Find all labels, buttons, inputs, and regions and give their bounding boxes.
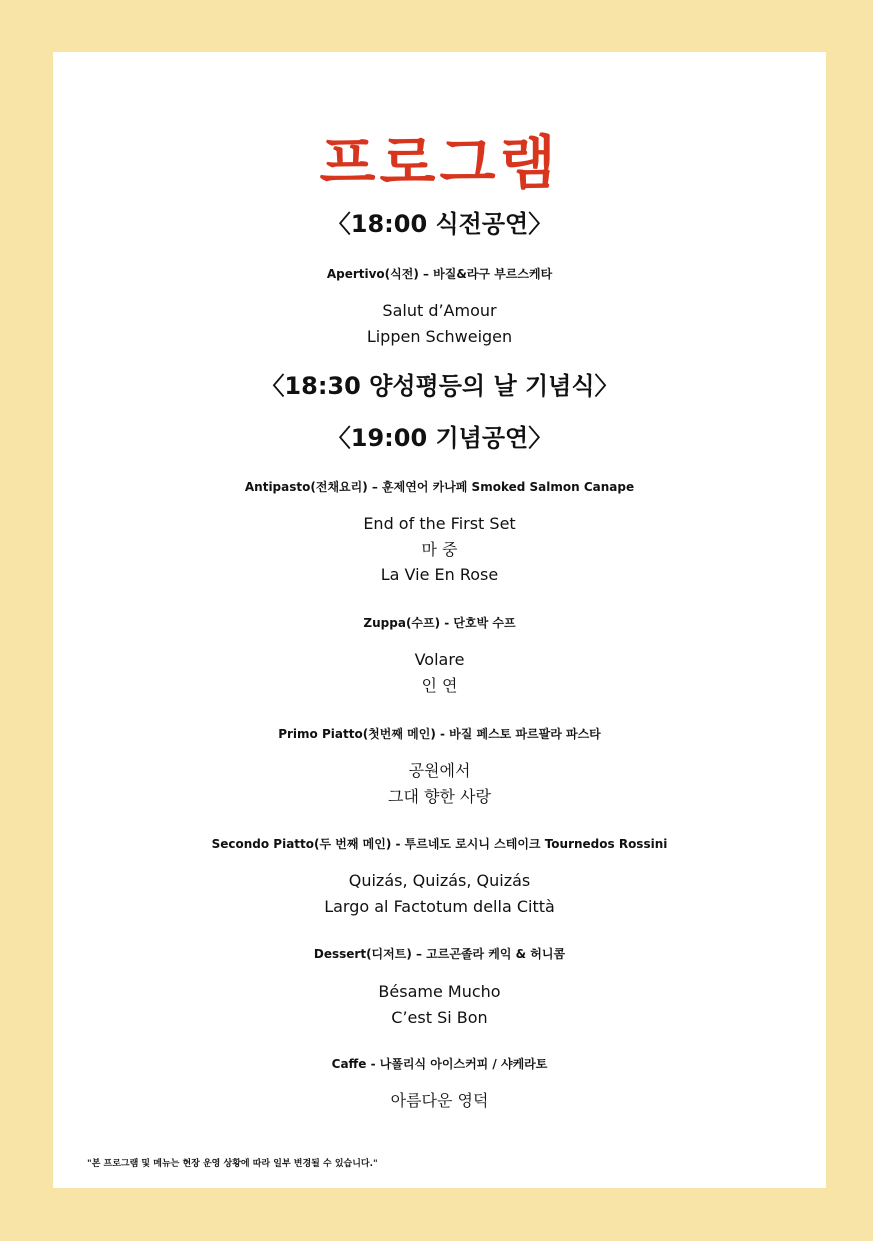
course-secondo-piatto: Secondo Piatto(두 번째 메인) - 투르네도 로시니 스테이크 Tournedos Rossini xyxy=(211,837,668,851)
song-item: End of the First Set xyxy=(363,514,516,533)
page-title: 프로그램 xyxy=(319,129,560,197)
song-item: Volare xyxy=(414,650,465,669)
song-item: Salut d’Amour xyxy=(382,301,497,320)
course-caffe: Caffe - 나폴리식 아이스커피 / 샤케라토 xyxy=(331,1057,548,1071)
song-item: Lippen Schweigen xyxy=(366,326,513,346)
song-item: 마 중 xyxy=(421,539,458,559)
song-item: Bésame Mucho xyxy=(378,982,501,1001)
song-item: La Vie En Rose xyxy=(380,565,499,584)
footnote: "본 프로그램 및 메뉴는 현장 운영 상황에 따라 일부 변경될 수 있습니다." xyxy=(87,1159,378,1169)
course-apertivo: Apertivo(식전) – 바질&라구 부르스케타 xyxy=(326,267,553,281)
section-heading-ceremony: 〈18:30 양성평등의 날 기념식〉 xyxy=(260,372,619,400)
program-sheet xyxy=(53,52,826,1188)
course-primo-piatto: Primo Piatto(첫번째 메인) - 바질 페스토 파르팔라 파스타 xyxy=(278,727,601,741)
song-list-secondo-piatto xyxy=(53,868,826,919)
section-heading-commemorative-performance: 〈19:00 기념공연〉 xyxy=(326,424,553,452)
song-item: Largo al Factotum della Città xyxy=(324,896,555,916)
song-list-caffe xyxy=(53,1088,826,1114)
course-dessert: Dessert(디저트) – 고르곤졸라 케익 & 허니콤 xyxy=(313,947,566,961)
song-item: 공원에서 xyxy=(408,761,471,780)
song-item: C’est Si Bon xyxy=(391,1007,488,1027)
song-list-primo-piatto xyxy=(53,758,826,809)
song-item: 인 연 xyxy=(421,675,458,695)
course-zuppa: Zuppa(수프) - 단호박 수프 xyxy=(363,616,516,630)
course-antipasto: Antipasto(전채요리) – 훈제연어 카나페 Smoked Salmon Canape xyxy=(244,480,635,494)
song-list-dessert xyxy=(53,979,826,1030)
song-list-apertivo xyxy=(53,298,826,349)
song-list-antipasto xyxy=(53,511,826,588)
song-item: 아름다운 영덕 xyxy=(390,1091,489,1110)
song-list-zuppa xyxy=(53,647,826,698)
song-item: Quizás, Quizás, Quizás xyxy=(348,871,531,890)
song-item: 그대 향한 사랑 xyxy=(388,786,491,806)
section-heading-pre-performance: 〈18:00 식전공연〉 xyxy=(326,210,553,238)
